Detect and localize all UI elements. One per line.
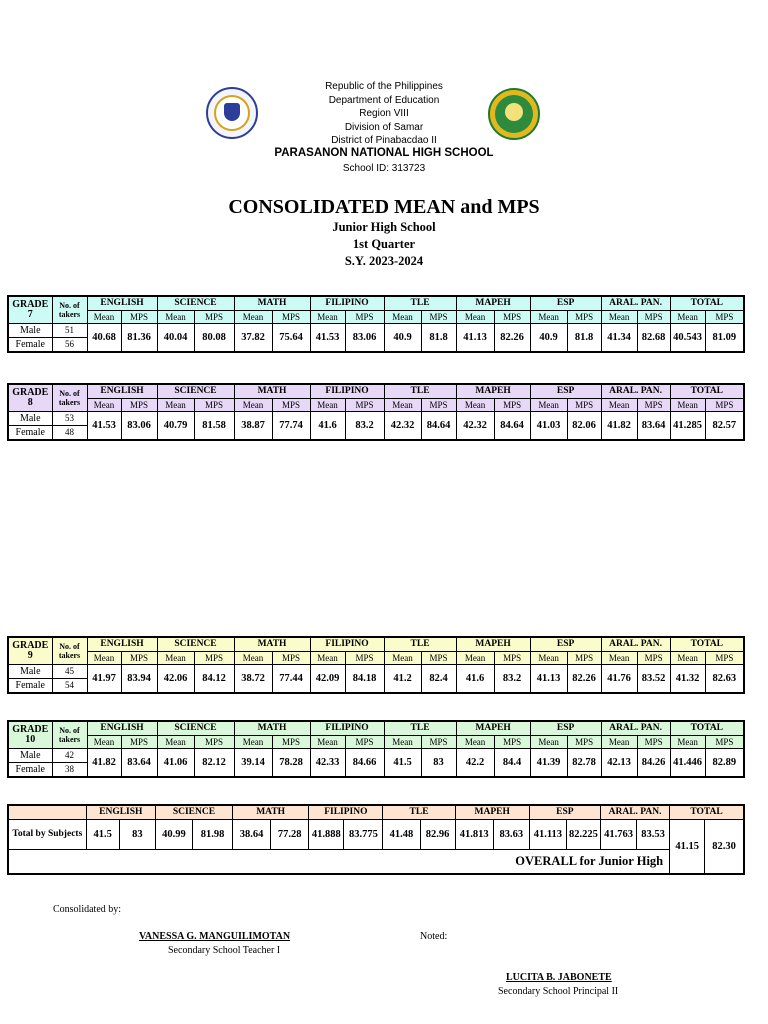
subject-header-total: TOTAL [670,637,744,651]
mean-header: Mean [157,398,194,411]
mean-header: Mean [530,310,567,323]
mps-header: MPS [494,651,530,664]
mean-header: Mean [530,735,567,748]
grade-label: GRADE 8 [8,384,52,411]
takers-header: No. of takers [52,384,87,411]
mps-header: MPS [494,310,530,323]
mps-header: MPS [421,735,456,748]
mps-header: MPS [494,735,530,748]
mean-header: Mean [157,310,194,323]
esp-mps: 82.06 [567,411,601,440]
subject-header-science: SCIENCE [157,721,234,735]
esp-mean: 40.9 [530,323,567,352]
mps-header: MPS [421,310,456,323]
mps-header: MPS [567,735,601,748]
aralpan-mean: 41.82 [601,411,637,440]
mps-header: MPS [637,735,670,748]
totals-value: 41.763 [600,819,636,849]
science-mean: 40.79 [157,411,194,440]
subject-header-english: ENGLISH [87,721,157,735]
totals-value: 41.113 [529,819,566,849]
overall-label: OVERALL for Junior High [8,849,670,874]
totals-value: 41.813 [455,819,493,849]
mean-header: Mean [234,735,272,748]
subject-header-total: TOTAL [670,721,744,735]
document-title: CONSOLIDATED MEAN and MPS [228,196,540,218]
math-mps: 77.74 [272,411,310,440]
tle-mean: 42.32 [384,411,421,440]
mean-header: Mean [456,310,494,323]
subject-header-mapeh: MAPEH [456,721,530,735]
mps-header: MPS [345,735,384,748]
mps-header: MPS [345,651,384,664]
aralpan-mps: 83.64 [637,411,670,440]
science-mean: 40.04 [157,323,194,352]
science-mean: 41.06 [157,748,194,777]
mps-header: MPS [194,735,234,748]
total-mps: 81.09 [705,323,744,352]
totals-subject-esp: ESP [529,805,600,819]
subject-header-tle: TLE [384,296,456,310]
mapeh-mean: 42.2 [456,748,494,777]
mean-header: Mean [310,310,345,323]
mean-header: Mean [384,310,421,323]
mps-header: MPS [272,651,310,664]
takers-header: No. of takers [52,721,87,748]
mps-header: MPS [121,310,157,323]
math-mean: 37.82 [234,323,272,352]
mps-header: MPS [194,651,234,664]
english-mean: 41.82 [87,748,121,777]
school-year: S.Y. 2023-2024 [344,254,424,268]
mean-header: Mean [87,310,121,323]
totals-subject-filipino: FILIPINO [309,805,383,819]
mps-header: MPS [637,398,670,411]
subject-header-tle: TLE [384,721,456,735]
totals-value: 83.775 [344,819,383,849]
male-count: 53 [52,411,87,425]
subject-header-esp: ESP [530,384,601,398]
totals-row-label: Total by Subjects [8,819,86,849]
english-mean: 40.68 [87,323,121,352]
principal-title: Secondary School Principal II [498,986,619,997]
english-mps: 83.06 [121,411,157,440]
mps-header: MPS [121,651,157,664]
mps-header: MPS [345,310,384,323]
mean-header: Mean [670,651,705,664]
subject-header-tle: TLE [384,637,456,651]
totals-value: 83 [119,819,155,849]
grade-label: GRADE 7 [8,296,52,323]
filipino-mps: 84.18 [345,664,384,693]
totals-subject-math: MATH [233,805,309,819]
aralpan-mean: 42.13 [601,748,637,777]
subject-header-math: MATH [234,296,310,310]
male-label: Male [8,748,52,762]
totals-value: 82.225 [566,819,600,849]
mean-header: Mean [530,651,567,664]
subject-header-aralpan: ARAL. PAN. [601,296,670,310]
mean-header: Mean [456,651,494,664]
mps-header: MPS [121,735,157,748]
female-label: Female [8,425,52,440]
subject-header-filipino: FILIPINO [310,296,384,310]
tle-mps: 83 [421,748,456,777]
totals-value: 83.53 [637,819,670,849]
mps-header: MPS [705,398,744,411]
totals-subject-total: TOTAL [670,805,744,819]
mps-header: MPS [637,310,670,323]
math-mps: 75.64 [272,323,310,352]
totals-header-blank [8,805,86,819]
mean-header: Mean [601,398,637,411]
subject-header-aralpan: ARAL. PAN. [601,637,670,651]
female-label: Female [8,337,52,352]
mean-header: Mean [601,651,637,664]
math-mean: 39.14 [234,748,272,777]
mean-header: Mean [456,735,494,748]
totals-value: 77.28 [271,819,309,849]
mps-header: MPS [567,310,601,323]
mps-header: MPS [421,398,456,411]
subject-header-science: SCIENCE [157,296,234,310]
aralpan-mean: 41.34 [601,323,637,352]
tle-mps: 84.64 [421,411,456,440]
header-line-deped: Department of Education [328,95,440,106]
esp-mean: 41.03 [530,411,567,440]
mps-header: MPS [705,651,744,664]
aralpan-mps: 83.52 [637,664,670,693]
totals-value: 83.63 [493,819,529,849]
mps-header: MPS [637,651,670,664]
subject-header-english: ENGLISH [87,637,157,651]
mps-header: MPS [705,310,744,323]
filipino-mps: 83.06 [345,323,384,352]
header-line-division: Division of Samar [344,122,424,133]
subject-header-esp: ESP [530,721,601,735]
mapeh-mean: 42.32 [456,411,494,440]
mps-header: MPS [421,651,456,664]
subject-header-aralpan: ARAL. PAN. [601,721,670,735]
mps-header: MPS [194,398,234,411]
header-line-republic: Republic of the Philippines [325,81,443,92]
subject-header-math: MATH [234,384,310,398]
mps-header: MPS [705,735,744,748]
science-mean: 42.06 [157,664,194,693]
consolidated-by-label: Consolidated by: [53,904,122,915]
subject-header-english: ENGLISH [87,384,157,398]
male-label: Male [8,411,52,425]
mapeh-mean: 41.6 [456,664,494,693]
mean-header: Mean [601,735,637,748]
school-level: Junior High School [332,220,436,234]
mean-header: Mean [384,651,421,664]
mean-header: Mean [601,310,637,323]
teacher-title: Secondary School Teacher I [168,945,281,956]
mps-header: MPS [567,398,601,411]
totals-value: 82.96 [420,819,455,849]
mean-header: Mean [310,398,345,411]
female-label: Female [8,678,52,693]
overall-mean: 41.15 [670,819,705,874]
mean-header: Mean [87,735,121,748]
mean-header: Mean [670,310,705,323]
mean-header: Mean [670,735,705,748]
total-mean: 41.285 [670,411,705,440]
aralpan-mean: 41.76 [601,664,637,693]
male-count: 45 [52,664,87,678]
filipino-mean: 42.33 [310,748,345,777]
subject-header-math: MATH [234,637,310,651]
mean-header: Mean [234,651,272,664]
science-mps: 81.58 [194,411,234,440]
mps-header: MPS [345,398,384,411]
mps-header: MPS [194,310,234,323]
subject-header-filipino: FILIPINO [310,637,384,651]
female-count: 56 [52,337,87,352]
subject-header-tle: TLE [384,384,456,398]
filipino-mps: 83.2 [345,411,384,440]
grade-7-table [7,295,745,353]
aralpan-mps: 84.26 [637,748,670,777]
subject-header-esp: ESP [530,296,601,310]
mean-header: Mean [384,398,421,411]
tle-mps: 81.8 [421,323,456,352]
science-mps: 80.08 [194,323,234,352]
math-mps: 77.44 [272,664,310,693]
filipino-mean: 42.09 [310,664,345,693]
subject-header-total: TOTAL [670,384,744,398]
quarter-label: 1st Quarter [352,237,416,251]
mean-header: Mean [310,735,345,748]
subject-header-science: SCIENCE [157,384,234,398]
grade-label: GRADE 9 [8,637,52,664]
totals-subject-mapeh: MAPEH [455,805,529,819]
english-mean: 41.53 [87,411,121,440]
grade-10-table [7,720,745,778]
male-label: Male [8,664,52,678]
filipino-mps: 84.66 [345,748,384,777]
totals-subject-tle: TLE [383,805,455,819]
mps-header: MPS [272,398,310,411]
totals-subject-english: ENGLISH [86,805,155,819]
filipino-mean: 41.6 [310,411,345,440]
subject-header-filipino: FILIPINO [310,721,384,735]
grade-8-table [7,383,745,441]
total-mps: 82.63 [705,664,744,693]
takers-header: No. of takers [52,637,87,664]
mean-header: Mean [670,398,705,411]
math-mps: 78.28 [272,748,310,777]
mps-header: MPS [567,651,601,664]
mapeh-mps: 82.26 [494,323,530,352]
totals-value: 40.99 [155,819,192,849]
subject-header-filipino: FILIPINO [310,384,384,398]
total-mps: 82.57 [705,411,744,440]
mapeh-mean: 41.13 [456,323,494,352]
subject-header-aralpan: ARAL. PAN. [601,384,670,398]
english-mean: 41.97 [87,664,121,693]
total-mean: 41.32 [670,664,705,693]
science-mps: 84.12 [194,664,234,693]
mean-header: Mean [157,651,194,664]
mean-header: Mean [234,398,272,411]
esp-mean: 41.13 [530,664,567,693]
school-id: School ID: 313723 [342,163,426,174]
esp-mean: 41.39 [530,748,567,777]
mean-header: Mean [234,310,272,323]
totals-value: 41.48 [383,819,420,849]
aralpan-mps: 82.68 [637,323,670,352]
subject-header-total: TOTAL [670,296,744,310]
total-mean: 41.446 [670,748,705,777]
science-mps: 82.12 [194,748,234,777]
female-count: 38 [52,762,87,777]
esp-mps: 81.8 [567,323,601,352]
subject-header-mapeh: MAPEH [456,384,530,398]
totals-table [7,804,745,875]
tle-mean: 41.2 [384,664,421,693]
female-count: 54 [52,678,87,693]
mps-header: MPS [272,735,310,748]
subject-header-mapeh: MAPEH [456,637,530,651]
mps-header: MPS [121,398,157,411]
mean-header: Mean [87,651,121,664]
tle-mps: 82.4 [421,664,456,693]
female-count: 48 [52,425,87,440]
totals-value: 81.98 [192,819,232,849]
male-count: 42 [52,748,87,762]
header-line-district: District of Pinabacdao II [331,135,437,146]
totals-value: 38.64 [233,819,271,849]
takers-header: No. of takers [52,296,87,323]
subject-header-mapeh: MAPEH [456,296,530,310]
subject-header-english: ENGLISH [87,296,157,310]
grade-9-table [7,636,745,694]
subject-header-science: SCIENCE [157,637,234,651]
esp-mps: 82.26 [567,664,601,693]
totals-value: 41.888 [309,819,344,849]
total-mps: 82.89 [705,748,744,777]
mean-header: Mean [384,735,421,748]
english-mps: 83.64 [121,748,157,777]
mapeh-mps: 83.2 [494,664,530,693]
mapeh-mps: 84.4 [494,748,530,777]
mean-header: Mean [157,735,194,748]
mapeh-mps: 84.64 [494,411,530,440]
mean-header: Mean [530,398,567,411]
mean-header: Mean [310,651,345,664]
school-name: PARASANON NATIONAL HIGH SCHOOL [274,147,494,159]
math-mean: 38.87 [234,411,272,440]
female-label: Female [8,762,52,777]
male-label: Male [8,323,52,337]
total-mean: 40.543 [670,323,705,352]
header-line-region: Region VIII [359,108,409,119]
english-mps: 83.94 [121,664,157,693]
esp-mps: 82.78 [567,748,601,777]
mps-header: MPS [494,398,530,411]
noted-label: Noted: [420,931,448,942]
mean-header: Mean [87,398,121,411]
mean-header: Mean [456,398,494,411]
grade-label: GRADE 10 [8,721,52,748]
math-mean: 38.72 [234,664,272,693]
male-count: 51 [52,323,87,337]
tle-mean: 41.5 [384,748,421,777]
tle-mean: 40.9 [384,323,421,352]
totals-subject-aralpan: ARAL. PAN. [600,805,669,819]
overall-mps: 82.30 [705,819,744,874]
principal-name: LUCITA B. JABONETE [506,972,612,983]
teacher-name: VANESSA G. MANGUILIMOTAN [139,931,291,942]
mps-header: MPS [272,310,310,323]
english-mps: 81.36 [121,323,157,352]
filipino-mean: 41.53 [310,323,345,352]
subject-header-math: MATH [234,721,310,735]
subject-header-esp: ESP [530,637,601,651]
totals-subject-science: SCIENCE [155,805,232,819]
totals-value: 41.5 [86,819,119,849]
